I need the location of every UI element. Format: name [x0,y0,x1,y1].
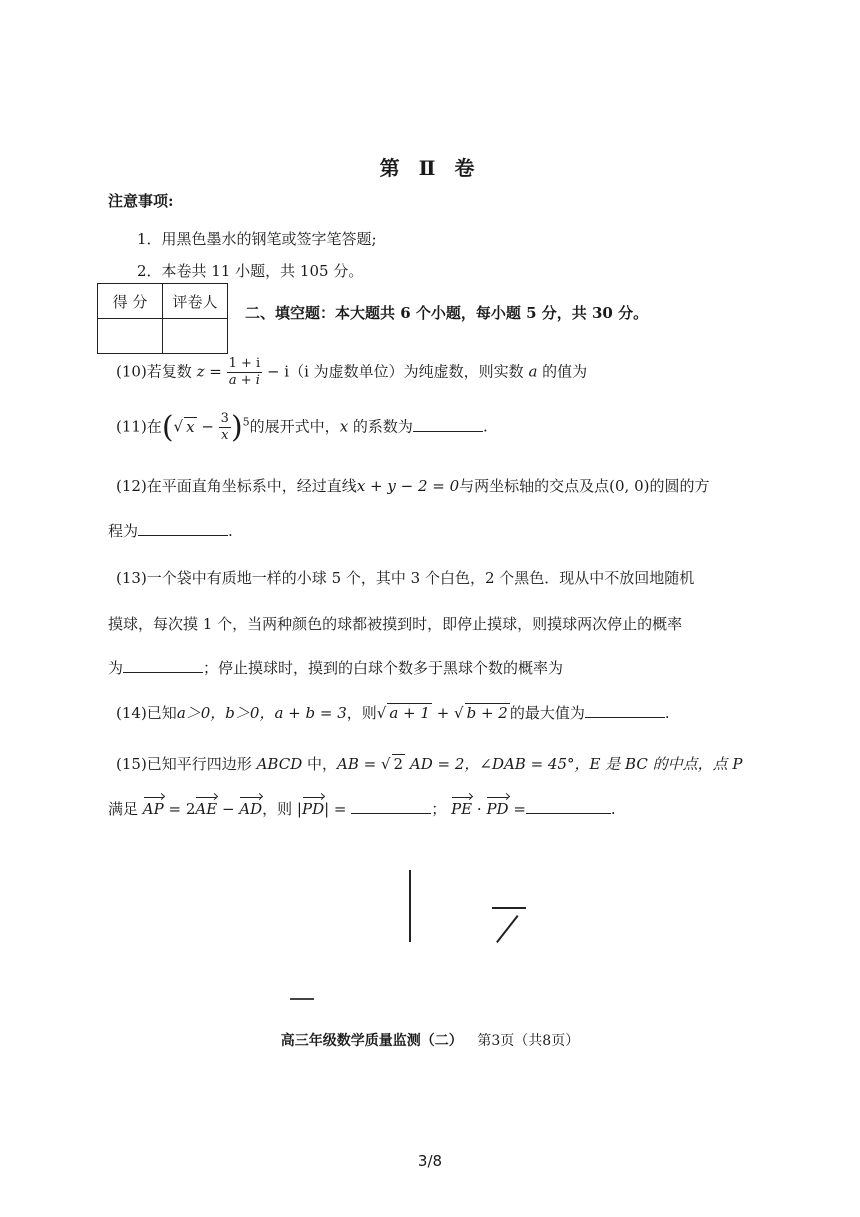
q12-end: . [228,522,233,540]
q14-plus: + [431,704,455,722]
q14-conditions: a＞0，b＞0，a + b = 3 [176,704,347,722]
footer-page-info: 第3页（共8页） [477,1033,580,1049]
q15-ad-eq: AD = 2， [405,755,480,773]
q10-number: (10) [116,362,147,381]
q10-frac-den: a + i [228,373,260,388]
question-13 [116,567,694,588]
q10-var-z: z [196,362,205,381]
q15-angle: ∠DAB = 45°， [479,755,590,773]
q10-tail: 的值为 [542,362,588,381]
q14-tail: 的最大值为 [509,704,585,722]
q10-suffix: （i 为虚数单位）为纯虚数，则实数 [289,362,524,381]
page-title: 第 Ⅱ 卷 [379,156,481,180]
q11-tail: 的系数为 [348,417,413,436]
q11-mid: 的展开式中， [249,417,340,436]
scan-artifact-diagonal [496,915,519,943]
q11-frac-num: 3 [220,411,229,426]
q11-radicand: x [186,417,195,436]
q15-abs-eq: | = [324,800,347,818]
q15-vec-pd: PD [301,800,325,818]
q15-line2-a: 满足 [108,800,139,818]
q15-vec-ae: AE [195,800,218,818]
q14-prefix: 已知 [146,704,177,722]
page-number: 3/8 [417,1152,443,1170]
q15-vec-ap: AP [142,800,164,818]
q11-fraction [219,411,231,444]
q12-number: (12) [116,477,147,495]
q14-number: (14) [116,704,147,722]
question-12 [116,475,710,496]
q11-end: . [482,417,488,436]
q10-prefix: 若复数 [146,362,192,381]
q12-line1: 在平面直角坐标系中，经过直线 [146,477,357,495]
question-10 [116,356,587,389]
q13-line3-a: 为 [108,659,124,677]
notice-rule-1: 1．用黑色墨水的钢笔或签字笔答题; [137,230,377,248]
q15-vec-pe: PE [451,800,473,818]
footer-title: 高三年级数学质量监测（二） [280,1033,463,1049]
q11-var-x: x [339,417,349,436]
question-13-line2: 摸球，每次摸 1 个，当两种颜色的球都被摸到时，即停止摸球，则摸球两次停止的概率 [108,615,683,633]
q15-line1-a: 已知平行四边形 [146,755,252,773]
q10-eq: = [204,362,227,381]
q11-exponent: 5 [242,415,250,429]
q15-line1-b: 中， [307,755,338,773]
q11-prefix: 在 [146,417,162,436]
q15-semi: ； [431,800,447,818]
question-14: (14)已知a＞0，b＞0，a + b = 3，则√ a + 1 + √ b + 2 的最大值为 . [116,704,670,722]
q11-answer-blank[interactable] [413,417,483,432]
q11-number: (11) [116,417,147,436]
scan-artifact-vertical [409,870,411,942]
q15-vec-ad: AD [239,800,263,818]
q15-answer-blank-2[interactable] [526,799,611,814]
q11-minus: − [196,417,219,436]
q10-frac-num: 1 + i [228,356,261,371]
q10-var-a: a [523,362,543,381]
question-11: (11)在(√ x − $\frac{3}{x}$ )$^5$的展开式中，x 的系数为 . [116,410,488,445]
q12-line2: 程为 [108,522,139,540]
page-footer [0,1030,860,1050]
q15-number: (15) [116,755,147,773]
q15-dot: · [472,800,487,818]
question-13-line3 [108,657,563,678]
question-15: (15)已知平行四边形 ABCD 中，AB = √ 2 AD = 2，∠DAB = 45°，E 是 BC 的中点，点 P [116,755,743,773]
q14-radical-2: b + 2 [466,704,508,722]
q15-vec-pd2: PD [486,800,509,818]
question-15-line2 [108,798,616,819]
notice-rule-2: 2．本卷共 11 小题，共 105 分。 [137,262,364,280]
q13-line1: 一个袋中有质地一样的小球 5 个，其中 3 个白色，2 个黑色．现从中不放回地随机 [146,569,695,587]
scan-artifact-horizontal [492,907,526,909]
q15-eq2: = 2 [163,800,196,818]
q14-mid: ，则 [346,704,377,722]
q15-e-part: E 是 BC 的中点，点 P [589,755,743,773]
grader-cell [163,319,228,354]
q15-minus: − [217,800,240,818]
question-12-line2 [108,520,233,541]
q15-ab-eq: AB = [337,755,381,773]
q11-frac-den: x [221,428,229,443]
q15-end: . [610,800,616,818]
q13-answer-blank-1[interactable] [123,658,203,673]
q10-fraction [227,356,263,389]
section-heading: 二、填空题：本大题共 6 个小题，每小题 5 分，共 30 分。 [245,304,649,322]
q14-radical-1: a + 1 [389,704,430,722]
q15-answer-blank-1[interactable] [351,799,431,814]
q15-then: ，则 | [262,800,302,818]
score-cell [98,319,163,354]
q12-equation: x + y − 2 = 0 [356,477,460,495]
scan-artifact-dash [290,998,314,1000]
q14-answer-blank[interactable] [585,703,665,718]
q12-line1-tail: 与两坐标轴的交点及点(0, 0)的圆的方 [459,477,710,495]
notice-heading: 注意事项: [108,192,174,210]
q14-end: . [664,704,670,722]
q10-minus-i: − i [262,362,290,381]
q15-sqrt2: 2 [393,755,404,773]
q11-left-paren: ( [161,410,174,445]
q15-eq3: = [508,800,526,818]
q13-line3-b: ；停止摸球时，摸到的白球个数多于黑球个数的概率为 [203,659,564,677]
q11-right-paren: ) [230,410,243,445]
score-header: 得 分 [98,284,163,319]
q15-abcd: ABCD [251,755,307,773]
grader-header: 评卷人 [163,284,228,319]
q13-number: (13) [116,569,147,587]
score-table [97,283,228,354]
q12-answer-blank[interactable] [138,521,228,536]
